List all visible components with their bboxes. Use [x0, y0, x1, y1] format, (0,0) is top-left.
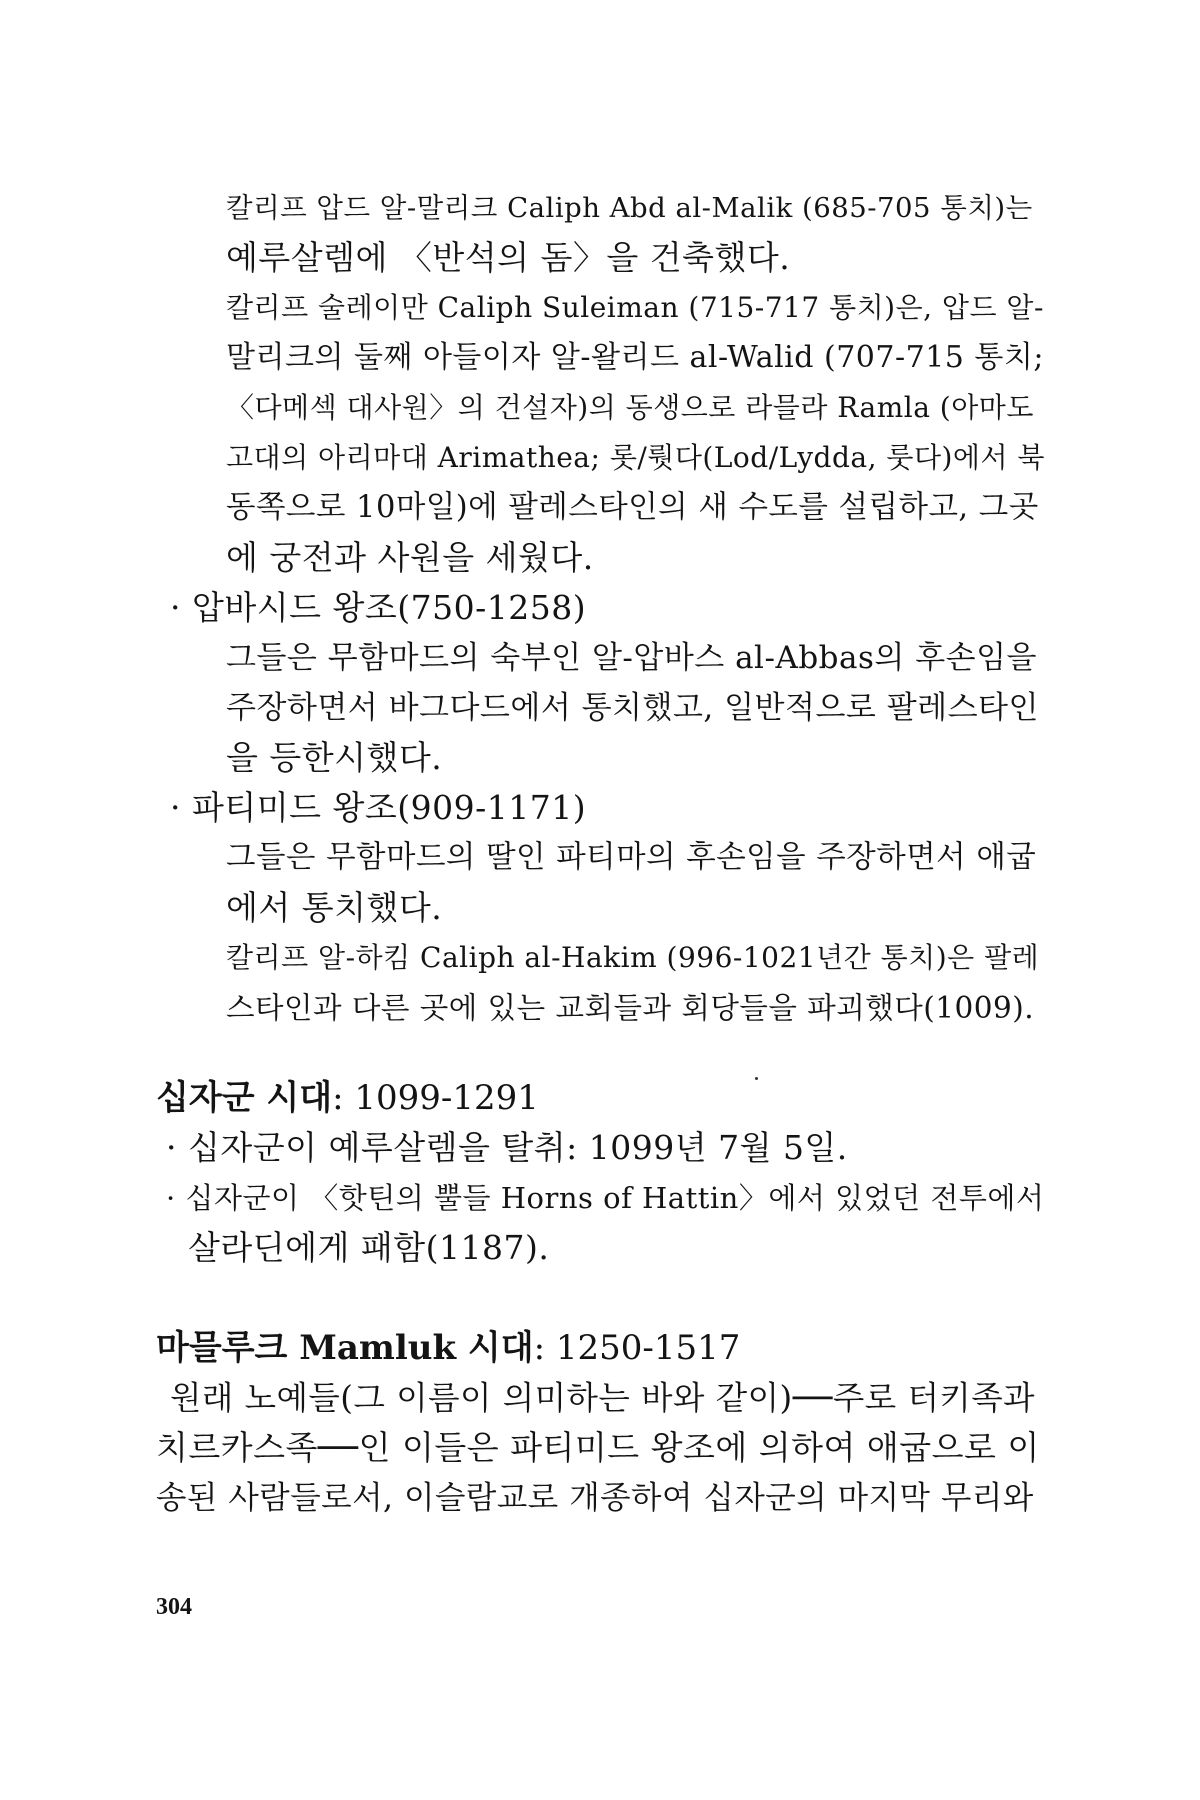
text-line: 송된 사람들로서, 이슬람교로 개종하여 십자군의 마지막 무리와: [156, 1480, 1034, 1516]
page-number: 304: [156, 1594, 192, 1620]
text-line: 스타인과 다른 곳에 있는 교회들과 회당들을 파괴했다(1009).: [226, 991, 1035, 1025]
heading-dates: : 1250-1517: [533, 1328, 741, 1368]
section-heading-crusader: [156, 1076, 539, 1120]
text-line: 주장하면서 바그다드에서 통치했고, 일반적으로 팔레스타인: [226, 690, 1039, 726]
text-line: 동쪽으로 10마일)에 팔레스타인의 새 수도를 설립하고, 그곳: [226, 490, 1039, 525]
heading-title: 십자군 시대: [156, 1078, 333, 1118]
text-line: 에 궁전과 사원을 세웠다.: [226, 538, 594, 577]
stray-dot: [755, 1077, 758, 1080]
section-heading-mamluk: [156, 1326, 740, 1370]
bullet-item-fatimid: · 파티미드 왕조(909-1171): [170, 788, 587, 827]
text-line: 〈다메섹 대사원〉의 건설자)의 동생으로 라믈라 Ramla (아마도: [226, 391, 1034, 424]
text-line: 칼리프 알-하킴 Caliph al-Hakim (996-1021년간 통치)은 팔레: [226, 941, 1040, 974]
text-line: 치르카스족──인 이들은 파티미드 왕조에 의하여 애굽으로 이: [156, 1428, 1040, 1467]
bullet-item-abbasid: · 압바시드 왕조(750-1258): [170, 588, 587, 627]
text-line: 칼리프 압드 알-말리크 Caliph Abd al-Malik (685-705 통치)는: [226, 192, 1033, 224]
text-line: 예루살렘에 〈반석의 돔〉을 건축했다.: [226, 238, 791, 277]
text-line: 말리크의 둘째 아들이자 알-왈리드 al-Walid (707-715 통치;: [226, 340, 1044, 375]
heading-dates: : 1099-1291: [332, 1078, 539, 1118]
bullet-item: · 십자군이 〈핫틴의 뿔들 Horns of Hattin〉에서 있었던 전투에서: [166, 1181, 1045, 1215]
text-line: 원래 노예들(그 이름이 의미하는 바와 같이)──주로 터키족과: [170, 1379, 1036, 1417]
text-line: 칼리프 술레이만 Caliph Suleiman (715-717 통치)은, 압드 알-: [226, 291, 1044, 324]
text-line: 살라딘에게 패함(1187).: [188, 1228, 550, 1267]
text-line: 그들은 무함마드의 딸인 파티마의 후손임을 주장하면서 애굽: [226, 840, 1037, 875]
text-line: 에서 통치했다.: [226, 888, 443, 927]
text-line: 그들은 무함마드의 숙부인 알-압바스 al-Abbas의 후손임을: [226, 640, 1038, 676]
text-line: 고대의 아리마대 Arimathea; 롯/뤗다(Lod/Lydda, 룻다)에서 북: [226, 441, 1045, 474]
text-line: 을 등한시했다.: [226, 738, 443, 777]
heading-title: 마믈루크 Mamluk 시대: [156, 1328, 534, 1368]
bullet-item: · 십자군이 예루살렘을 탈취: 1099년 7월 5일.: [166, 1128, 848, 1167]
